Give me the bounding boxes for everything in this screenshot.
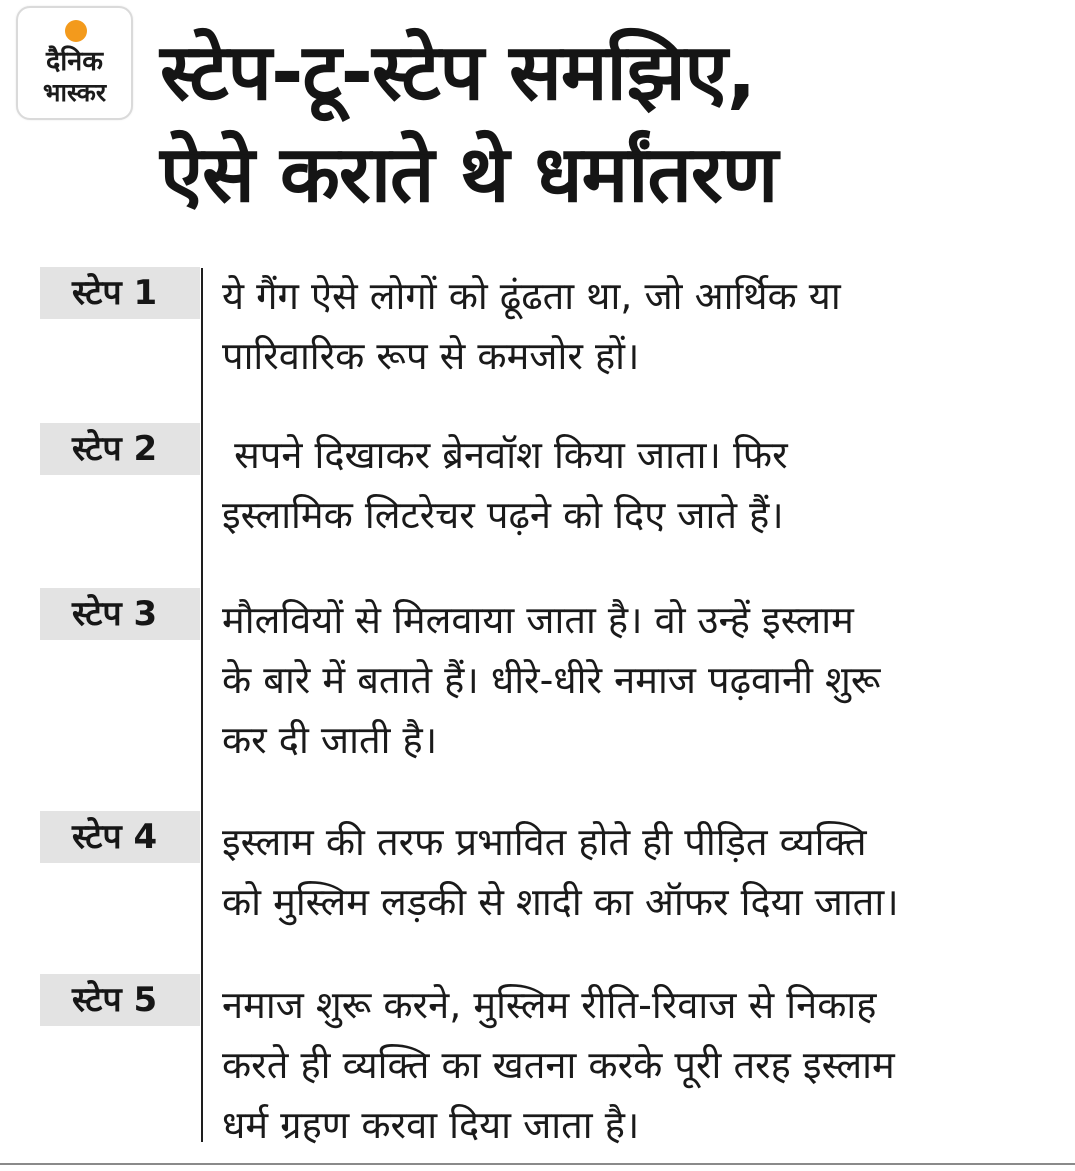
step-label-4: स्टेप 4 [40,811,200,863]
step-text-1 [222,266,1022,386]
sun-icon [65,20,87,42]
step-text-line: इस्लाम की तरफ प्रभावित होते ही पीड़ित व्यक्ति [222,820,867,864]
step-text-5 [222,975,1022,1155]
headline-line1: स्टेप-टू-स्टेप समझिए, [160,28,756,118]
step-text-line: करते ही व्यक्ति का खतना करके पूरी तरह इस्लाम [222,1043,895,1087]
step-label-1: स्टेप 1 [40,267,200,319]
step-label-2: स्टेप 2 [40,423,200,475]
headline [160,22,1060,226]
bottom-divider [0,1163,1075,1165]
dainik-bhaskar-logo [16,6,133,120]
step-text-line: नमाज शुरू करने, मुस्लिम रीति-रिवाज से निकाह [222,983,877,1027]
headline-line2: ऐसे कराते थे धर्मांतरण [160,130,778,220]
logo-text-line2: भास्कर [42,78,107,107]
logo-text-line1: दैनिक [45,46,104,77]
step-text-4 [222,812,1022,932]
step-text-line: के बारे में बताते हैं। धीरे-धीरे नमाज पढ़वानी शुरू [222,658,881,702]
step-text-line: मौलवियों से मिलवाया जाता है। वो उन्हें इस्लाम [222,598,854,642]
step-text-line: पारिवारिक रूप से कमजोर हों। [222,334,640,378]
step-text-line: कर दी जाती है। [222,718,438,762]
step-text-line: सपने दिखाकर ब्रेनवॉश किया जाता। फिर [222,433,788,477]
step-label-5: स्टेप 5 [40,974,200,1026]
timeline-divider [201,268,203,1142]
step-text-3 [222,590,1022,770]
step-text-line: इस्लामिक लिटरेचर पढ़ने को दिए जाते हैं। [222,493,784,537]
step-text-line: को मुस्लिम लड़की से शादी का ऑफर दिया जाता। [222,880,899,924]
step-label-3: स्टेप 3 [40,588,200,640]
step-text-2 [222,425,1022,545]
step-text-line: धर्म ग्रहण करवा दिया जाता है। [222,1103,640,1147]
step-text-line: ये गैंग ऐसे लोगों को ढूंढता था, जो आर्थिक या [222,274,841,318]
